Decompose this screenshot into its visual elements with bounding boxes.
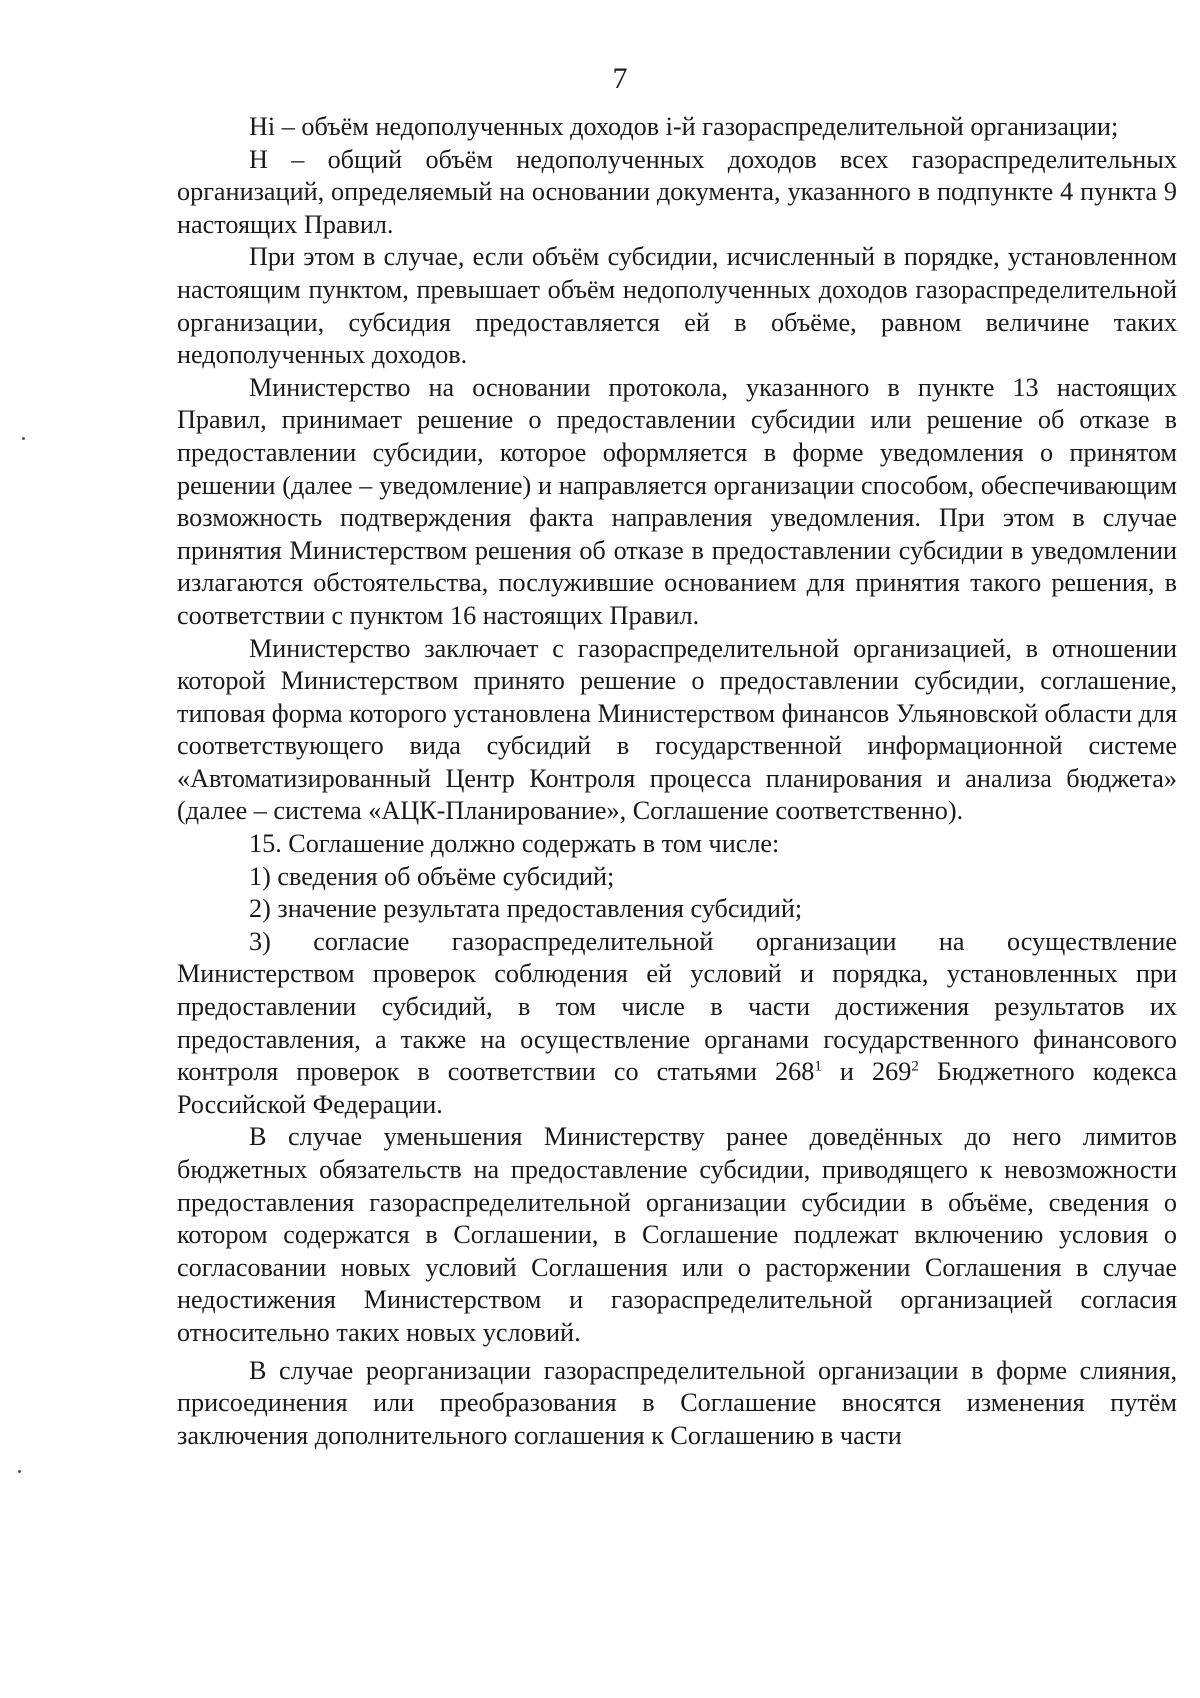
page-number: 7: [612, 62, 628, 95]
scan-speck: [22, 437, 25, 440]
paragraph-hi-definition: Нi – объём недополученных доходов i-й газораспределительной организации;: [249, 112, 1119, 141]
list-item-3-text: 3) согласие газораспределительной организации на осуществление Министерством проверок соблюдения ей условий и порядка, установленных при предоставлении субсидий, в том числе в части достижения результатов их предоставления, а также на осуществление органами государственного финансового контроля проверок в соответствии со статьями 268: [177, 926, 1177, 1087]
superscript-2: 2: [911, 1058, 919, 1075]
superscript-1: 1: [814, 1058, 822, 1075]
paragraph-ministry-decision: Министерство на основании протокола, указанного в пункте 13 настоящих Правил, принимает решение о предоставлении субсидии или решение об отказе в предоставлении субсидии, которое оформляется в форме уведомления о принятом решении (далее – уведомление) и направляется организации способом, обеспечивающим возможность подтверждения факта направления уведомления. При этом в случае принятия Министерством решения об отказе в предоставлении субсидии в уведомлении излагаются обстоятельства, послужившие основанием для принятия такого решения, в соответствии с пунктом 16 настоящих Правил.: [177, 372, 1177, 630]
paragraph-limits-reduction: В случае уменьшения Министерству ранее доведённых до него лимитов бюджетных обязательств на предоставление субсидии, приводящего к невозможности предоставления газораспределительной организации субсидии в объёме, сведения о котором содержатся в Соглашении, в Соглашение подлежат включению условия о согласовании новых условий Соглашения или о расторжении Соглашения в случае недостижения Министерством и газораспределительной организацией согласия относительно таких новых условий.: [177, 1122, 1177, 1347]
paragraph-15-heading: 15. Соглашение должно содержать в том числе:: [249, 829, 780, 859]
paragraph-reorganization: В случае реорганизации газораспределительной организации в форме слияния, присоединения или преобразования в Соглашение вносятся изменения путём заключения дополнительного соглашения к Соглашению в части: [177, 1355, 1177, 1450]
list-item-3: [177, 926, 1177, 1122]
paragraph-h-definition: Н – общий объём недополученных доходов всех газораспределительных организаций, определяемый на основании документа, указанного в подпункте 4 пункта 9 настоящих Правил.: [177, 144, 1177, 239]
list-item-3-text-middle: и 269: [821, 1057, 912, 1087]
paragraph-subsidy-limit: При этом в случае, если объём субсидии, исчисленный в порядке, установленном настоящим пунктом, превышает объём недополученных доходов газораспределительной организации, субсидия предоставляется ей в объёме, равном величине таких недополученных доходов.: [177, 242, 1177, 370]
list-item-2: 2) значение результата предоставления субсидий;: [249, 894, 803, 924]
scan-speck: [18, 1470, 21, 1473]
document-body: [177, 111, 1177, 1452]
list-item-1: 1) сведения об объёме субсидий;: [249, 861, 615, 891]
list-item-3-text-end: Бюджетного кодекса Российской Федерации.: [177, 1057, 1177, 1119]
paragraph-agreement-conclusion: Министерство заключает с газораспределительной организацией, в отношении которой Министерством принято решение о предоставлении субсидии, соглашение, типовая форма которого установлена Министерством финансов Ульяновской области для соответствующего вида субсидий в государственной информационной системе «Автоматизированный Центр Контроля процесса планирования и анализа бюджета» (далее – система «АЦК-Планирование», Соглашение соответственно).: [177, 633, 1177, 826]
